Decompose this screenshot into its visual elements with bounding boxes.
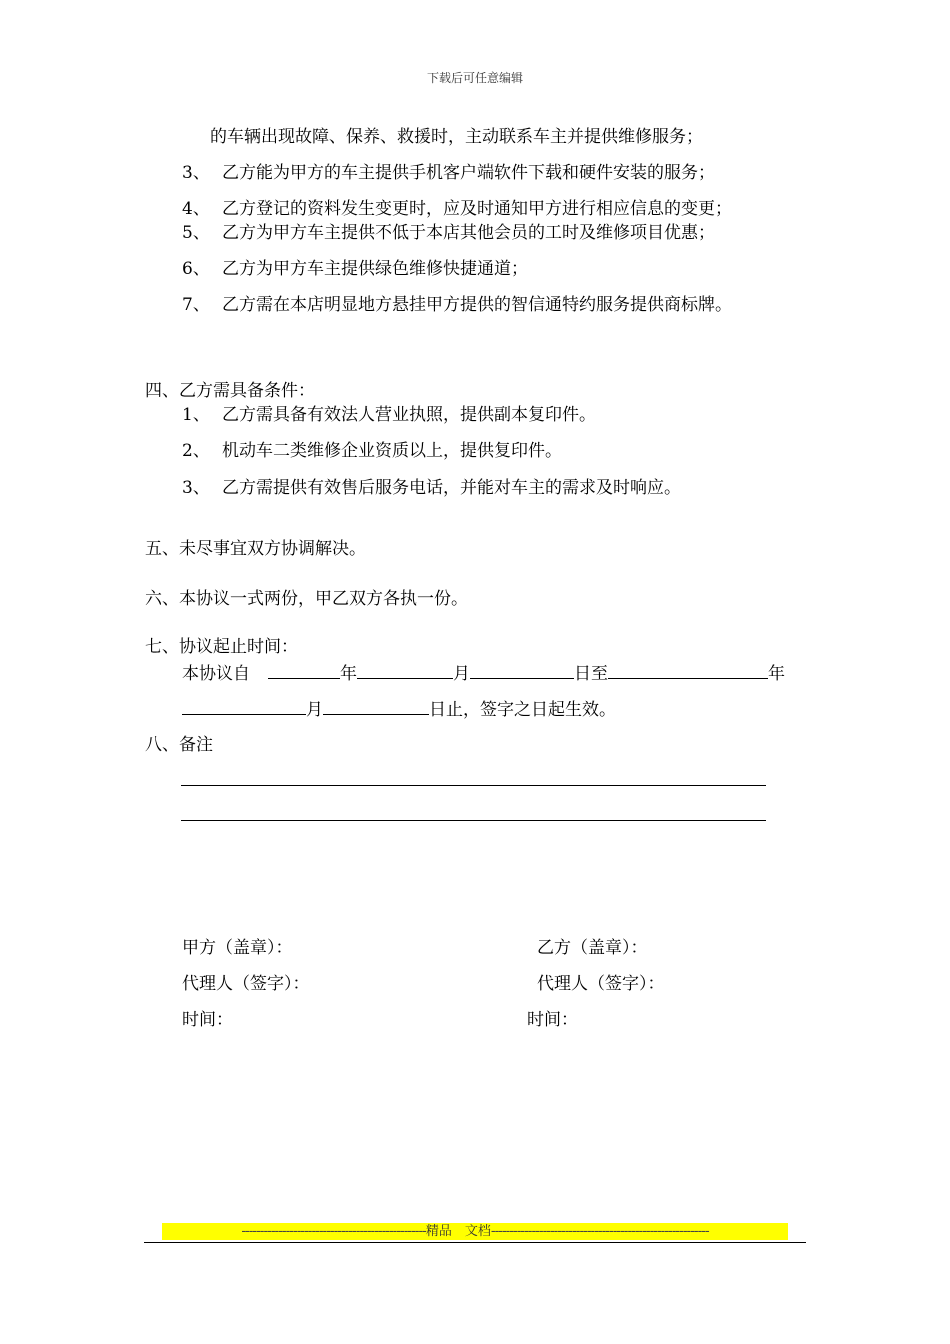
item-text: 乙方登记的资料发生变更时，应及时通知甲方进行相应信息的变更； <box>222 199 732 219</box>
item-number: 2、 <box>182 441 210 461</box>
list-item <box>182 258 528 280</box>
section-7-title: 七、协议起止时间： <box>145 637 298 657</box>
footer-label: 精品 文档 <box>425 1224 491 1239</box>
end-month-blank[interactable] <box>182 696 306 715</box>
month-label: 月 <box>453 664 470 684</box>
day-to-label: 日至 <box>574 664 608 684</box>
agent-a-signature: 代理人（签字）： <box>182 974 310 994</box>
list-item <box>182 162 715 184</box>
item-text: 乙方需在本店明显地方悬挂甲方提供的智信通特约服务提供商标牌。 <box>222 295 732 315</box>
item-text: 乙方能为甲方的车主提供手机客户端软件下载和硬件安装的服务； <box>222 163 715 183</box>
date-line-1 <box>182 660 785 685</box>
item-text: 乙方需具备有效法人营业执照，提供副本复印件。 <box>222 405 596 425</box>
item-number: 4、 <box>182 199 210 219</box>
item-text: 乙方为甲方车主提供绿色维修快捷通道； <box>222 259 528 279</box>
list-item <box>182 404 596 426</box>
time-b: 时间： <box>527 1010 578 1030</box>
list-item <box>182 222 715 244</box>
item-number: 3、 <box>182 478 210 498</box>
end-day-blank[interactable] <box>323 696 429 715</box>
date-prefix: 本协议自 <box>182 664 250 684</box>
item-number: 6、 <box>182 259 210 279</box>
list-item <box>182 198 732 220</box>
item-text: 机动车二类维修企业资质以上，提供复印件。 <box>222 441 562 461</box>
time-a: 时间： <box>182 1010 233 1030</box>
item-number: 7、 <box>182 295 210 315</box>
list-item <box>182 440 562 462</box>
start-month-blank[interactable] <box>357 660 453 679</box>
month-label-2: 月 <box>306 700 323 720</box>
item-text: 乙方为甲方车主提供不低于本店其他会员的工时及维修项目优惠； <box>222 223 715 243</box>
footer-rule <box>144 1242 806 1243</box>
section-8-title: 八、备注 <box>145 735 213 755</box>
footer-dash-left: -------------------------------------------------- <box>241 1224 426 1239</box>
page-header: 下载后可任意编辑 <box>426 71 523 85</box>
section-5: 五、未尽事宜双方协调解决。 <box>145 539 366 559</box>
item-number: 3、 <box>182 163 210 183</box>
party-b-seal: 乙方（盖章）： <box>537 938 648 958</box>
item-text: 乙方需提供有效售后服务电话，并能对车主的需求及时响应。 <box>222 478 681 498</box>
section-4-title: 四、乙方需具备条件： <box>145 381 315 401</box>
year-label: 年 <box>340 664 357 684</box>
date-line-2 <box>182 696 616 721</box>
party-a-seal: 甲方（盖章）： <box>182 938 293 958</box>
start-year-blank[interactable] <box>268 660 340 679</box>
section-6: 六、本协议一式两份，甲乙双方各执一份。 <box>145 589 468 609</box>
remarks-line[interactable] <box>181 785 766 786</box>
item-number: 5、 <box>182 223 210 243</box>
start-day-blank[interactable] <box>470 660 574 679</box>
list-item <box>182 477 681 499</box>
agent-b-signature: 代理人（签字）： <box>537 974 665 994</box>
date-suffix: 日止，签字之日起生效。 <box>429 700 616 720</box>
footer-band <box>162 1223 788 1240</box>
end-year-blank[interactable] <box>608 660 768 679</box>
intro-line: 的车辆出现故障、保养、救援时，主动联系车主并提供维修服务； <box>210 127 703 147</box>
list-item <box>182 294 732 316</box>
footer-dash-right: ----------------------------------------------------------- <box>490 1224 709 1239</box>
year-label-2: 年 <box>768 664 785 684</box>
item-number: 1、 <box>182 405 210 425</box>
remarks-line[interactable] <box>181 820 766 821</box>
